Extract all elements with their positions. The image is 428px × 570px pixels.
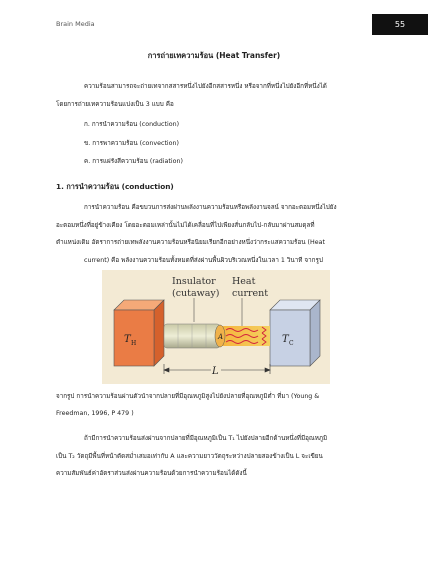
insulator-label-2: (cutaway) <box>172 288 220 299</box>
page-title: การถ่ายเทความร้อน (Heat Transfer) <box>147 51 281 60</box>
heat-conduction-figure <box>102 270 330 384</box>
method-conduction: ก. การนำความร้อน (conduction) <box>84 121 180 128</box>
intro-line-1: ความร้อนสามารถจะถ่ายเทจากสสารหนึ่งไปยังอีกสสารหนึ่ง หรือจากที่หนึ่งไปยังอีกที่หนึ่งได้ <box>84 83 327 90</box>
conducting-rod <box>164 324 270 348</box>
page-number: 55 <box>372 14 428 35</box>
intro-line-2: โดยการถ่ายเทความร้อนแบ่งเป็น 3 แบบ คือ <box>56 100 174 108</box>
caption-line-1: จากรูป การนำความร้อนผ่านตัวนำจากปลายที่มีอุณหภูมิสูงไปยังปลายที่อุณหภูมิต่ำ ที่มา (Young & <box>56 393 320 400</box>
hot-temp-sub: H <box>131 340 137 347</box>
closing-line-2: เป็น T₂ วัตถุมีพื้นที่หน้าตัดสม่ำเสมอเท่ากับ A และความยาววัตถุระหว่างปลายสองข้างเป็น L จะเขียน <box>56 452 323 460</box>
length-label: L <box>212 366 219 377</box>
area-label: A <box>218 333 224 341</box>
conduction-line-1: การนำความร้อน คือขบวนการส่งผ่านพลังงานความร้อนหรือพลังงานจลน์ จากอะตอมหนึ่งไปยัง <box>84 204 337 211</box>
cold-reservoir <box>270 300 320 366</box>
cold-temp-sub: C <box>289 340 294 347</box>
heat-label-1: Heat <box>232 276 256 287</box>
closing-line-3: ความสัมพันธ์ค่าอัตราส่วนส่งผ่านความร้อนด้วยการนำความร้อนได้ดังนี้ <box>56 470 247 477</box>
method-radiation: ค. การแผ่รังสีความร้อน (radiation) <box>84 158 183 165</box>
intro-paragraph <box>56 78 376 113</box>
cold-temp-label: T <box>282 334 289 345</box>
conduction-line-2: อะตอมหนึ่งที่อยู่ข้างเคียง โดยอะตอมเหล่านั้นไม่ได้เคลื่อนที่ไปเพียงสั่นกลับไป-กลับมาผ่านสมดุลที่ <box>56 221 315 229</box>
header-brand: Brain Media <box>56 20 95 28</box>
caption-line-2: Freedman, 1996, P 479 ) <box>56 410 134 417</box>
heat-label-2: current <box>232 288 269 299</box>
closing-paragraph <box>56 430 376 483</box>
hot-temp-label: T <box>124 334 131 345</box>
conduction-paragraph <box>56 199 376 269</box>
conduction-line-3: ตำแหน่งเดิม อัตราการถ่ายเทพลังงานความร้อนหรือนิยมเรียกอีกอย่างหนึ่งว่ากระแสความร้อน (Heat <box>56 239 325 246</box>
conduction-line-4: current) คือ พลังงานความร้อนทั้งหมดที่ส่งผ่านพื้นผิวบริเวณหนึ่งในเวลา 1 วินาที จากรูป <box>84 256 323 264</box>
section-heading-conduction: 1. การนำความร้อน (conduction) <box>56 182 174 191</box>
insulator-label-1: Insulator <box>172 276 216 287</box>
closing-line-1: ถ้ามีการนำความร้อนส่งผ่านจากปลายที่มีอุณหภูมิเป็น T₁ ไปยังปลายอีกด้านหนึ่งที่มีอุณหภูมิ <box>84 435 328 442</box>
figure-caption <box>56 388 384 422</box>
method-convection: ข. การพาความร้อน (convection) <box>84 140 179 147</box>
conduction-diagram <box>102 270 330 384</box>
hot-reservoir <box>114 300 164 366</box>
